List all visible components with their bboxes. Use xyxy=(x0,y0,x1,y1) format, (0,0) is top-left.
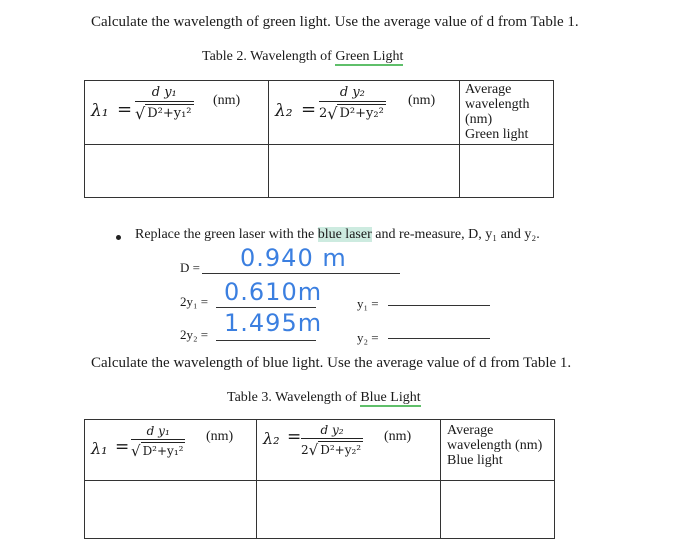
fraction-denominator: √ D²+y₁² xyxy=(131,439,185,460)
fraction-numerator: d y₂ xyxy=(339,85,365,100)
fraction-2 xyxy=(319,85,386,123)
two-y1-answer-line xyxy=(216,307,316,308)
table2-caption-highlight: Green Light xyxy=(335,49,404,64)
lambda2-symbol: λ₂ xyxy=(263,429,280,448)
unit-nm: (nm) xyxy=(213,93,241,108)
two-y2-answer-line xyxy=(216,340,316,341)
y2-label: y₂ = xyxy=(357,330,379,345)
two-y2-label: 2y₂ = xyxy=(180,327,209,342)
lambda1-symbol: λ₁ xyxy=(91,101,109,121)
lambda1-symbol: λ₁ xyxy=(91,439,108,458)
table2-cell-lambda2[interactable] xyxy=(269,145,460,198)
fraction-numerator: d y₂ xyxy=(320,423,344,437)
table3-cell-average[interactable] xyxy=(441,481,555,539)
D-label: D = xyxy=(180,260,200,275)
two-y1-handwritten-value: 0.610m xyxy=(224,278,323,306)
two-y1-label: 2y₁ = xyxy=(180,294,209,309)
average-label: Average wavelength (nm) Green light xyxy=(465,82,530,142)
table3-header-average xyxy=(441,420,555,481)
table3-header-lambda1 xyxy=(85,420,257,481)
average-label: Average wavelength (nm) Blue light xyxy=(447,423,543,468)
table2-header-lambda1 xyxy=(85,81,269,145)
y2-answer-line xyxy=(388,338,490,339)
denominator-coefficient: 2 xyxy=(301,443,309,457)
D-answer-line xyxy=(202,273,400,274)
table2-caption-prefix: Table 2. Wavelength of xyxy=(202,49,336,64)
table3-caption-highlight: Blue Light xyxy=(360,390,421,405)
lambda2-symbol: λ₂ xyxy=(275,101,293,121)
two-y2-handwritten-value: 1.495m xyxy=(224,309,323,337)
unit-nm: (nm) xyxy=(408,93,436,108)
y1-label: y₁ = xyxy=(357,296,379,311)
table3-header-lambda2 xyxy=(257,420,441,481)
equals-sign: = xyxy=(301,99,317,120)
unit-nm: (nm) xyxy=(384,429,412,444)
equals-sign: = xyxy=(117,99,133,120)
table2-cell-average[interactable] xyxy=(460,145,554,198)
instruction-blue: Calculate the wavelength of blue light. Use the average value of d from Table 1. xyxy=(91,355,572,371)
table3-cell-lambda2[interactable] xyxy=(257,481,441,539)
fraction-2 xyxy=(301,423,363,459)
table3-caption-prefix: Table 3. Wavelength of xyxy=(227,390,361,405)
instruction-green: Calculate the wavelength of green light. Use the average value of d from Table 1. xyxy=(91,14,579,30)
radicand: D²+y₁² xyxy=(147,106,192,121)
table3-cell-lambda1[interactable] xyxy=(85,481,257,539)
denominator-coefficient: 2 xyxy=(319,106,328,121)
fraction-numerator: d y₁ xyxy=(151,85,177,100)
bullet-instruction: Replace the green laser with the blue laser and re-measure, D, y₁ and y₂. xyxy=(135,227,540,242)
table2-caption xyxy=(202,49,403,65)
equals-sign: = xyxy=(115,437,130,457)
table3-caption xyxy=(227,390,421,406)
fraction-1 xyxy=(131,424,185,460)
fraction-1 xyxy=(135,85,194,123)
table2 xyxy=(84,80,554,198)
bullet-dot xyxy=(116,235,121,240)
fraction-denominator: √ D²+y₁² xyxy=(135,101,194,123)
radicand: D²+y₁² xyxy=(142,444,184,458)
fraction-denominator: 2 √ D²+y₂² xyxy=(301,438,363,459)
blue-laser-highlight: blue laser xyxy=(317,227,372,242)
equals-sign: = xyxy=(287,427,302,447)
D-handwritten-value: 0.940 m xyxy=(240,244,347,272)
table2-header-average xyxy=(460,81,554,145)
table2-cell-lambda1[interactable] xyxy=(85,145,269,198)
fraction-denominator: 2 √ D²+y₂² xyxy=(319,101,386,123)
radicand: D²+y₂² xyxy=(320,443,362,457)
table2-header-lambda2 xyxy=(269,81,460,145)
table3 xyxy=(84,419,555,539)
y1-answer-line xyxy=(388,305,490,306)
unit-nm: (nm) xyxy=(206,429,234,444)
radicand: D²+y₂² xyxy=(339,106,384,121)
fraction-numerator: d y₁ xyxy=(146,424,170,438)
